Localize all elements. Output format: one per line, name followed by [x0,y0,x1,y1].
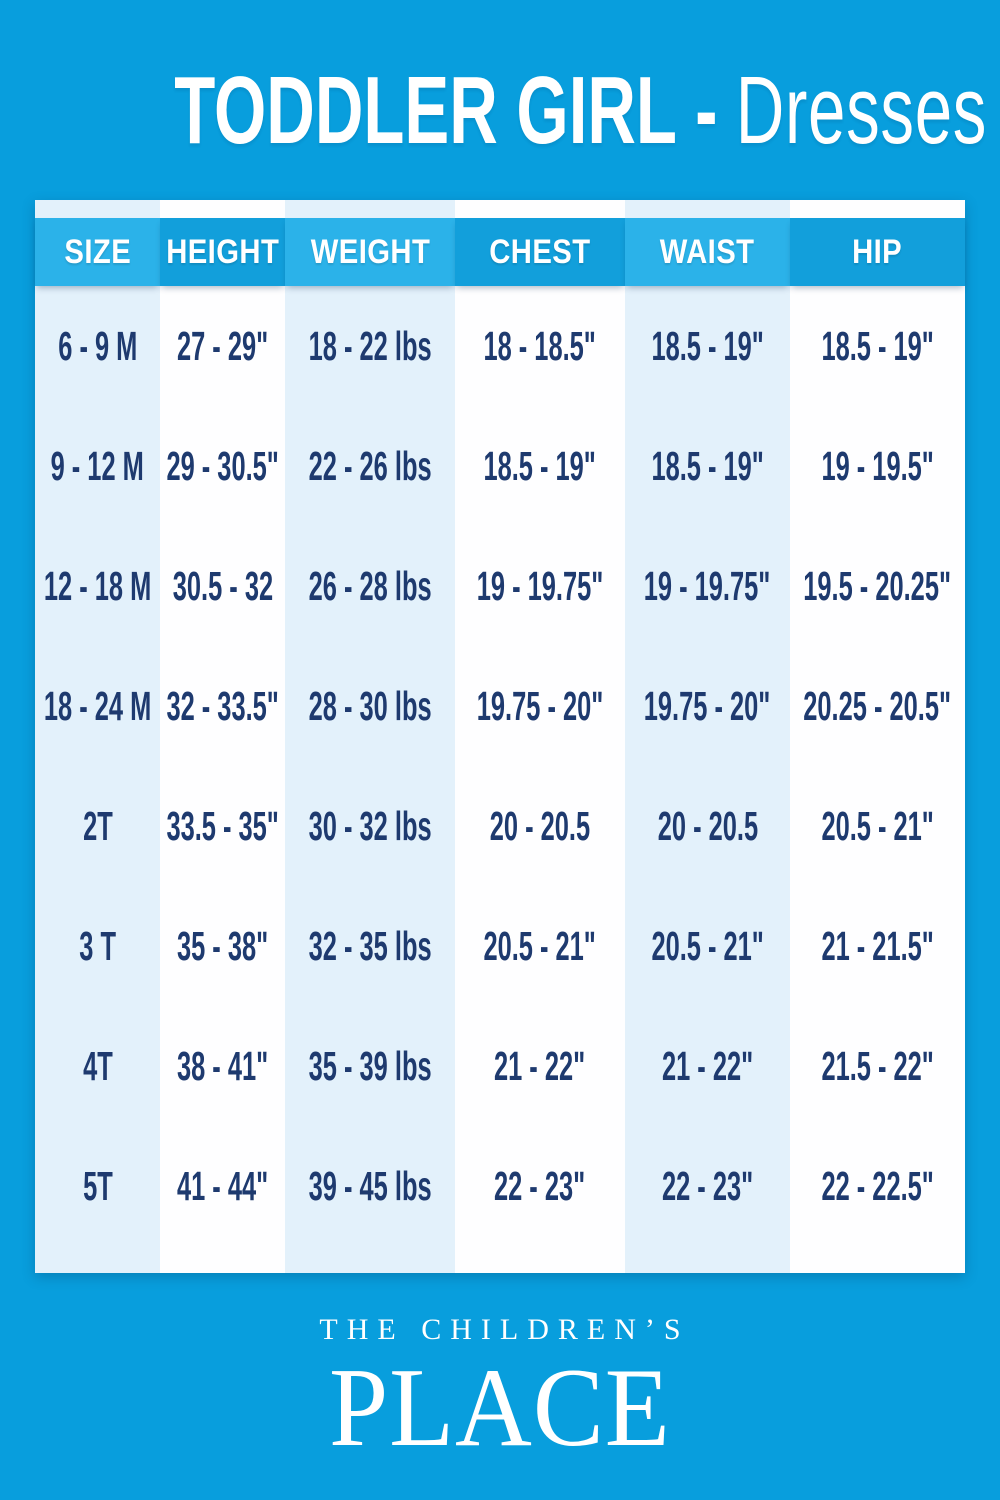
cell-value: 32 - 33.5" [166,682,279,729]
column-header-hip [790,218,965,286]
cell-hip [790,1126,965,1246]
column-header-label: SIZE [64,232,131,271]
cell-waist [625,886,790,1006]
strip-cell [35,1246,160,1273]
cell-value: 20.5 - 21" [821,802,934,849]
cell-value: 20.5 - 21" [483,922,597,969]
cell-value: 33.5 - 35" [166,802,279,849]
cell-hip [790,1006,965,1126]
column-header-label: WAIST [660,232,755,271]
cell-value: 41 - 44" [176,1162,269,1209]
cell-value: 27 - 29" [176,322,269,369]
cell-hip [790,406,965,526]
cell-size [35,646,160,766]
cell-value: 18.5 - 19" [483,442,597,489]
cell-weight [285,1006,455,1126]
cell-height [160,1006,285,1126]
cell-chest [455,886,625,1006]
cell-value: 20.5 - 21" [651,922,764,969]
cell-waist [625,1006,790,1126]
cell-hip [790,286,965,406]
cell-value: 21 - 22" [494,1042,586,1089]
column-header-weight [285,218,455,286]
cell-height [160,286,285,406]
page-title [0,58,1000,164]
cell-weight [285,646,455,766]
column-header-label: WEIGHT [310,232,430,271]
cell-value: 30.5 - 32 [172,562,273,609]
strip-cell [790,1246,965,1273]
column-header-label: HEIGHT [165,232,280,271]
cell-value: 6 - 9 M [57,322,138,369]
column-header-waist [625,218,790,286]
cell-weight [285,766,455,886]
cell-chest [455,406,625,526]
cell-value: 18 - 24 M [43,682,152,729]
cell-value: 26 - 28 lbs [308,562,432,609]
brand-logo [0,1312,1000,1470]
strip-cell [790,200,965,218]
column-header-size [35,218,160,286]
cell-waist [625,286,790,406]
cell-size [35,286,160,406]
cell-chest [455,286,625,406]
cell-chest [455,1006,625,1126]
cell-chest [455,526,625,646]
cell-value: 20 - 20.5 [657,802,758,849]
cell-waist [625,406,790,526]
cell-value: 19 - 19.75" [476,562,604,609]
cell-value: 18.5 - 19" [651,322,764,369]
cell-chest [455,646,625,766]
cell-value: 35 - 39 lbs [308,1042,432,1089]
cell-value: 21 - 22" [661,1042,754,1089]
cell-value: 12 - 18 M [43,562,152,609]
strip-cell [285,1246,455,1273]
cell-height [160,1126,285,1246]
cell-value: 4T [82,1042,113,1089]
cell-value: 20.25 - 20.5" [803,682,952,729]
column-header-height [160,218,285,286]
cell-value: 18.5 - 19" [821,322,934,369]
cell-value: 38 - 41" [176,1042,269,1089]
strip-cell [285,200,455,218]
cell-hip [790,646,965,766]
cell-size [35,1126,160,1246]
cell-size [35,406,160,526]
cell-waist [625,646,790,766]
cell-hip [790,766,965,886]
cell-value: 19.5 - 20.25" [803,562,952,609]
cell-height [160,886,285,1006]
cell-value: 9 - 12 M [50,442,145,489]
cell-size [35,766,160,886]
cell-value: 30 - 32 lbs [308,802,432,849]
cell-value: 20 - 20.5 [489,802,591,849]
cell-value: 19 - 19.75" [644,562,771,609]
column-header-label: CHEST [489,232,591,271]
cell-value: 22 - 23" [661,1162,754,1209]
cell-value: 22 - 22.5" [821,1162,934,1209]
cell-hip [790,886,965,1006]
cell-height [160,766,285,886]
cell-hip [790,526,965,646]
strip-cell [455,200,625,218]
title-subtitle: Dresses [735,57,988,164]
cell-value: 28 - 30 lbs [308,682,432,729]
column-header-chest [455,218,625,286]
cell-weight [285,886,455,1006]
cell-weight [285,286,455,406]
cell-value: 3 T [79,922,116,969]
cell-value: 18 - 18.5" [483,322,597,369]
size-chart-table [35,200,965,1273]
cell-waist [625,766,790,886]
cell-weight [285,406,455,526]
strip-cell [35,200,160,218]
cell-value: 19 - 19.5" [821,442,934,489]
cell-height [160,646,285,766]
cell-waist [625,526,790,646]
cell-chest [455,1126,625,1246]
cell-size [35,526,160,646]
cell-weight [285,526,455,646]
cell-value: 2T [82,802,113,849]
title-main: TODDLER GIRL [174,57,677,164]
strip-cell [455,1246,625,1273]
title-separator: - [695,57,718,164]
column-header-label: HIP [852,232,903,271]
cell-value: 21 - 21.5" [821,922,934,969]
cell-value: 18 - 22 lbs [308,322,432,369]
page-title-line [174,58,987,164]
cell-value: 5T [82,1162,113,1209]
cell-chest [455,766,625,886]
cell-waist [625,1126,790,1246]
cell-value: 21.5 - 22" [821,1042,934,1089]
cell-value: 19.75 - 20" [476,682,604,729]
cell-value: 29 - 30.5" [166,442,279,489]
cell-value: 18.5 - 19" [651,442,764,489]
cell-weight [285,1126,455,1246]
cell-size [35,1006,160,1126]
cell-height [160,526,285,646]
cell-value: 22 - 26 lbs [308,442,432,489]
cell-value: 32 - 35 lbs [308,922,432,969]
strip-cell [160,1246,285,1273]
cell-height [160,406,285,526]
strip-cell [625,1246,790,1273]
cell-value: 19.75 - 20" [644,682,771,729]
cell-value: 35 - 38" [176,922,269,969]
cell-size [35,886,160,1006]
strip-cell [160,200,285,218]
cell-value: 22 - 23" [494,1162,586,1209]
brand-logo-line2: PLACE [329,1346,671,1470]
strip-cell [625,200,790,218]
brand-logo-line1: THE CHILDREN’S [319,1313,690,1346]
cell-value: 39 - 45 lbs [308,1162,432,1209]
